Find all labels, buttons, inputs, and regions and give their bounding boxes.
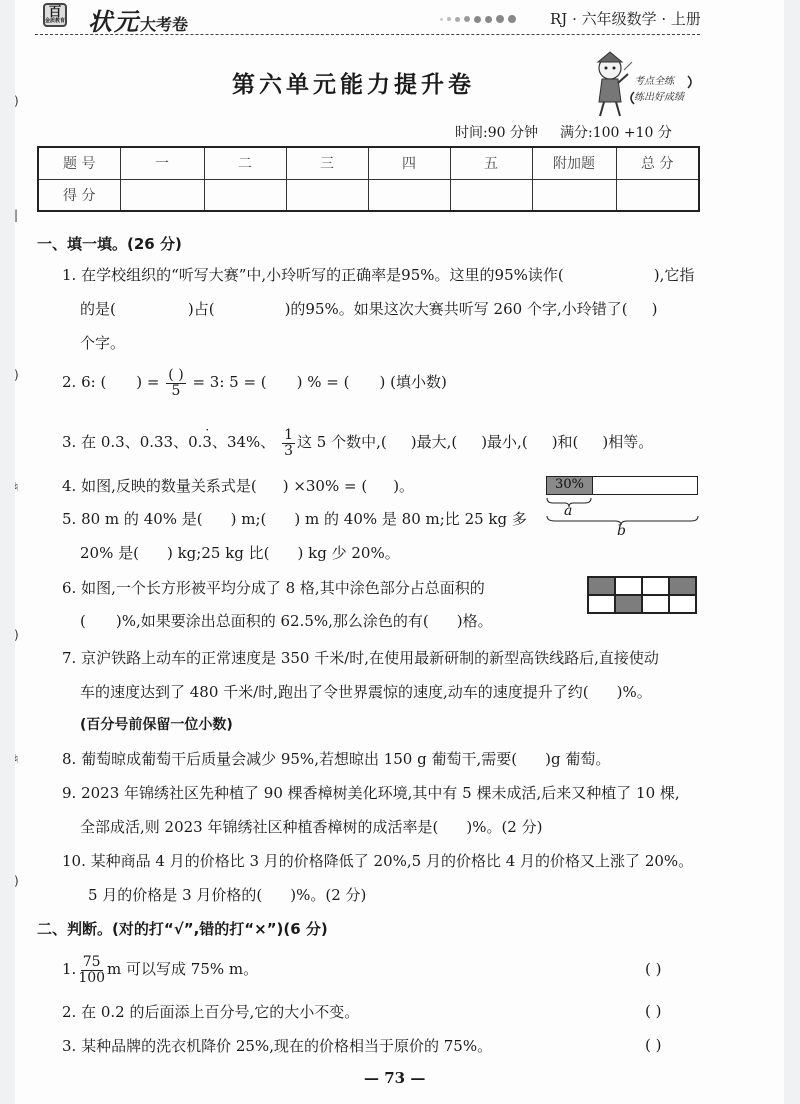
text: ( xyxy=(80,612,86,630)
publisher-logo-icon xyxy=(43,3,67,27)
fraction-numerator[interactable]: ( ) xyxy=(168,367,184,383)
question-5-line-2 xyxy=(80,542,400,563)
text: 这 5 个数中,( xyxy=(297,433,387,452)
logo-glyph: 百 xyxy=(48,5,62,20)
table-row xyxy=(38,147,699,179)
binding-mark: ♮ xyxy=(14,480,19,494)
question-6-line-2 xyxy=(80,610,493,631)
row-header: 题 号 xyxy=(38,147,120,179)
text: ) % = ( xyxy=(296,373,350,392)
text: 车的速度达到了 480 千米/时,跑出了令世界震惊的速度,动车的速度提升了约( xyxy=(80,683,589,701)
judge-item-1 xyxy=(62,955,258,985)
question-10-line-1: 10. 某种商品 4 月的价格比 3 月的价格降低了 20%,5 月的价格比 4 月的价格又上涨了 20%。 xyxy=(62,852,694,870)
binding-mark: ) xyxy=(14,368,19,382)
column-header: 四 xyxy=(368,147,450,179)
score-cell[interactable] xyxy=(616,179,699,211)
row-header: 得 分 xyxy=(38,179,120,211)
column-header: 五 xyxy=(450,147,532,179)
column-header: 附加题 xyxy=(532,147,616,179)
question-2 xyxy=(62,368,447,398)
text: ) = xyxy=(136,373,160,392)
score-table xyxy=(37,146,700,212)
fraction-denominator: 3 xyxy=(284,442,294,459)
section-heading: 一、填一填。(26 分) xyxy=(37,235,182,253)
grid-cell xyxy=(642,577,669,595)
question-1-line-3: 个字。 xyxy=(80,334,126,352)
question-7-note: (百分号前保留一位小数) xyxy=(80,717,233,733)
binding-mark: ) xyxy=(14,94,19,108)
mascot-icon xyxy=(588,50,698,120)
exam-info xyxy=(455,122,672,142)
decorative-dots xyxy=(440,15,516,23)
column-header: 二 xyxy=(204,147,286,179)
score-cell[interactable] xyxy=(120,179,204,211)
section-heading: 二、判断。(对的打“√”,错的打“×”)(6 分) xyxy=(37,920,328,938)
fraction xyxy=(166,368,185,398)
question-7-line-1: 7. 京沪铁路上动车的正常速度是 350 千米/时,在使用最新研制的新型高铁线路后,直接使动 xyxy=(62,649,659,667)
score-cell[interactable] xyxy=(368,179,450,211)
binding-mark: ) xyxy=(14,874,19,888)
percentage-bar-figure xyxy=(546,476,698,495)
grid-cell xyxy=(642,595,669,613)
table-row xyxy=(38,179,699,211)
grid-cell xyxy=(669,595,696,613)
text: 5 月的价格是 3 月价格的( xyxy=(88,886,263,904)
text: 的是( xyxy=(80,300,116,318)
text: )%。 xyxy=(616,683,652,701)
score-cell[interactable] xyxy=(204,179,286,211)
text: ) m 的 40% 是 80 m;比 25 kg 多 xyxy=(294,510,527,528)
question-1-line-2 xyxy=(80,298,657,319)
repeat-digit: 3 xyxy=(202,433,212,452)
text: ) m;( xyxy=(230,510,267,528)
score-cell[interactable] xyxy=(532,179,616,211)
text: m 可以写成 75% m。 xyxy=(107,960,259,979)
shaded-segment: 30% xyxy=(547,477,593,494)
text: 8. 葡萄晾成葡萄干后质量会减少 95%,若想晾出 150 g 葡萄干,需要( xyxy=(62,750,518,768)
brand-title xyxy=(88,2,188,37)
mascot-illustration xyxy=(588,50,698,120)
shaded-grid-figure xyxy=(587,576,697,614)
text: )占( xyxy=(187,300,215,318)
time-limit: 时间:90 分钟 xyxy=(455,125,538,141)
svg-text:练出好成绩: 练出好成绩 xyxy=(634,92,684,103)
column-header: 总 分 xyxy=(616,147,699,179)
text: 1. 在学校组织的“听写大赛”中,小玲听写的正确率是95%。这里的95%读作( xyxy=(62,266,564,284)
text: 4. 如图,反映的数量关系式是( xyxy=(62,477,257,495)
question-7-line-2 xyxy=(80,681,652,702)
text: 全部成活,则 2023 年锦绣社区种植香樟树的成活率是( xyxy=(80,818,439,836)
question-6-line-1: 6. 如图,一个长方形被平均分成了 8 格,其中涂色部分占总面积的 xyxy=(62,579,485,597)
grid-cell-shaded xyxy=(588,577,615,595)
text: ),它指 xyxy=(653,266,695,284)
page-title: 第六单元能力提升卷 xyxy=(232,72,475,98)
text: 20% 是( xyxy=(80,544,139,562)
svg-text:考点全练: 考点全练 xyxy=(634,76,674,87)
text: )的95%。如果这次大赛共听写 260 个字,小玲错了( xyxy=(284,300,628,318)
text: )%。(2 分) xyxy=(290,886,367,904)
judge-item-3: 3. 某种品牌的洗衣机降价 25%,现在的价格相当于原价的 75%。 xyxy=(62,1037,493,1055)
text: )最大,( xyxy=(410,433,458,452)
series-label: RJ · 六年级数学 · 上册 xyxy=(550,10,701,28)
label-a: a xyxy=(564,503,573,519)
text: )格。 xyxy=(456,612,493,630)
text: 3. 在 0.3、0.33、0. xyxy=(62,433,203,452)
full-score: 满分:100 +10 分 xyxy=(559,125,672,141)
grid-cell xyxy=(588,595,615,613)
grid-cell-shaded xyxy=(669,577,696,595)
fraction-numerator: 75 xyxy=(82,954,101,970)
question-9-line-2 xyxy=(80,816,542,837)
binding-mark: ♮ xyxy=(14,752,19,766)
text: )g 葡萄。 xyxy=(545,750,611,768)
question-4 xyxy=(62,475,414,496)
score-cell[interactable] xyxy=(286,179,368,211)
question-3 xyxy=(62,423,654,459)
text: )相等。 xyxy=(602,433,654,452)
text: ) xyxy=(651,300,658,318)
binding-mark: ) xyxy=(14,628,19,642)
judge-answer-blank[interactable]: ( ) xyxy=(645,1002,662,1020)
text: 5. 80 m 的 40% 是( xyxy=(62,510,203,528)
judge-answer-blank[interactable]: ( ) xyxy=(645,960,662,978)
logo-subtext: 金质教育 xyxy=(45,18,66,24)
text: ) kg;25 kg 比( xyxy=(166,544,270,562)
judge-answer-blank[interactable]: ( ) xyxy=(645,1036,662,1054)
binding-mark: | xyxy=(14,208,19,222)
question-8 xyxy=(62,748,610,769)
text: ) kg 少 20%。 xyxy=(297,544,400,562)
text: ) (填小数) xyxy=(379,373,447,392)
text: )%。(2 分) xyxy=(466,818,543,836)
text: 1. xyxy=(62,960,77,979)
text: 、34%、 xyxy=(211,433,276,452)
brand-name: 状元 xyxy=(88,8,140,36)
header-divider xyxy=(35,34,700,35)
text: )。 xyxy=(393,477,415,495)
repeat-dot-icon: · xyxy=(205,423,210,438)
page-number: — 73 — xyxy=(364,1069,426,1087)
question-5-line-1 xyxy=(62,508,527,529)
text: 2. 6: ( xyxy=(62,373,107,392)
fraction-numerator: 1 xyxy=(284,427,294,443)
column-header: 一 xyxy=(120,147,204,179)
brand-subname: 大考卷 xyxy=(140,15,189,34)
fraction-denominator: 100 xyxy=(78,969,106,986)
label-b: b xyxy=(617,523,626,539)
fraction-denominator: 5 xyxy=(171,382,181,399)
fraction xyxy=(78,955,105,985)
judge-item-2: 2. 在 0.2 的后面添上百分号,它的大小不变。 xyxy=(62,1003,360,1021)
question-1-line-1 xyxy=(62,264,694,285)
text: )最小,( xyxy=(481,433,528,452)
grid-cell xyxy=(615,577,642,595)
text: = 3: 5 = ( xyxy=(192,373,267,392)
question-9-line-1: 9. 2023 年锦绣社区先种植了 90 棵香樟树美化环境,其中有 5 棵未成活,后来又种植了 10 棵, xyxy=(62,784,680,802)
column-header: 三 xyxy=(286,147,368,179)
fraction xyxy=(282,428,295,458)
question-10-line-2 xyxy=(88,884,366,905)
repeating-decimal xyxy=(202,423,212,452)
text: )%,如果要涂出总面积的 62.5%,那么涂色的有( xyxy=(115,612,429,630)
text: ) ×30% = ( xyxy=(282,477,368,495)
grid-cell-shaded xyxy=(615,595,642,613)
text: )和( xyxy=(551,433,579,452)
score-cell[interactable] xyxy=(450,179,532,211)
